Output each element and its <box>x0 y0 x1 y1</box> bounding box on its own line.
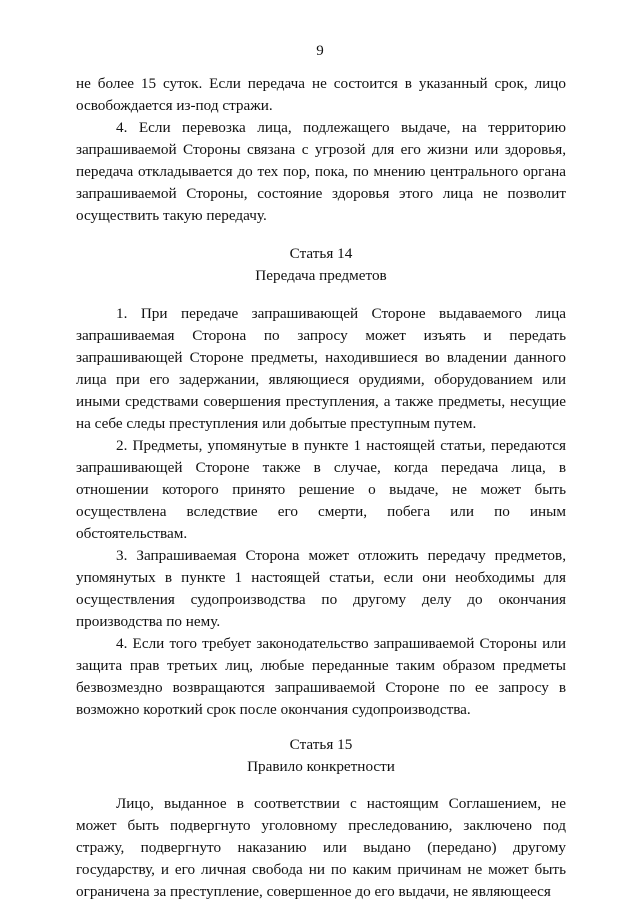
article-14-paragraph-4: 4. Если того требует законодательство запрашиваемой Стороны или защита прав третьих лиц, любые переданные таким образом предметы безвозмездно возвращаются запрашиваемой Стороне по ее запросу в возможно короткий срок после окончания судопроизводства. <box>76 635 566 718</box>
article-14-paragraph-1: 1. При передаче запрашивающей Стороне выдаваемого лица запрашиваемая Сторона по запросу может изъять и передать запрашивающей Стороне предметы, находившиеся во владении данного лица при его задержании, являющиеся орудиями, оборудованием или иными средствами совершения преступления, а также предметы, несущие на себе следы преступления или добытые преступным путем. <box>76 305 566 432</box>
article-14-title: Передача предметов <box>255 267 387 284</box>
article-15-heading <box>76 734 566 778</box>
paragraph-item-4: 4. Если перевозка лица, подлежащего выдаче, на территорию запрашиваемой Стороны связана с угрозой для его жизни или здоровья, передача откладывается до тех пор, пока, по мнению центрального органа запрашиваемой Стороны, состояние здоровья этого лица не позволит осуществить такую передачу. <box>76 119 566 224</box>
article-15-number: Статья 15 <box>289 736 353 753</box>
article-15-paragraph-1: Лицо, выданное в соответствии с настоящим Соглашением, не может быть подвергнуто уголовному преследованию, заключено под стражу, подвергнуто наказанию или выдано (передано) другому государству, и его личная свобода ни по каким причинам не может быть ограничена за преступление, совершенное до его выдачи, не являющееся <box>76 795 566 900</box>
paragraph-continuation: не более 15 суток. Если передача не состоится в указанный срок, лицо освобождается из-под стражи. <box>76 75 566 114</box>
page-number: 9 <box>316 43 324 59</box>
article-14-paragraph-3: 3. Запрашиваемая Сторона может отложить передачу предметов, упомянутых в пункте 1 настоящей статьи, если они необходимы для осуществления судопроизводства по другому делу до окончания производства по нему. <box>76 547 566 630</box>
article-15-title: Правило конкретности <box>247 758 395 775</box>
article-14-number: Статья 14 <box>289 245 353 262</box>
article-14-heading <box>76 243 566 287</box>
document-body <box>76 73 566 903</box>
article-14-paragraph-2: 2. Предметы, упомянутые в пункте 1 настоящей статьи, передаются запрашивающей Стороне также в случае, когда передача лица, в отношении которого принято решение о выдаче, не может быть осуществлена вследствие его смерти, побега или по иным обстоятельствам. <box>76 437 566 542</box>
